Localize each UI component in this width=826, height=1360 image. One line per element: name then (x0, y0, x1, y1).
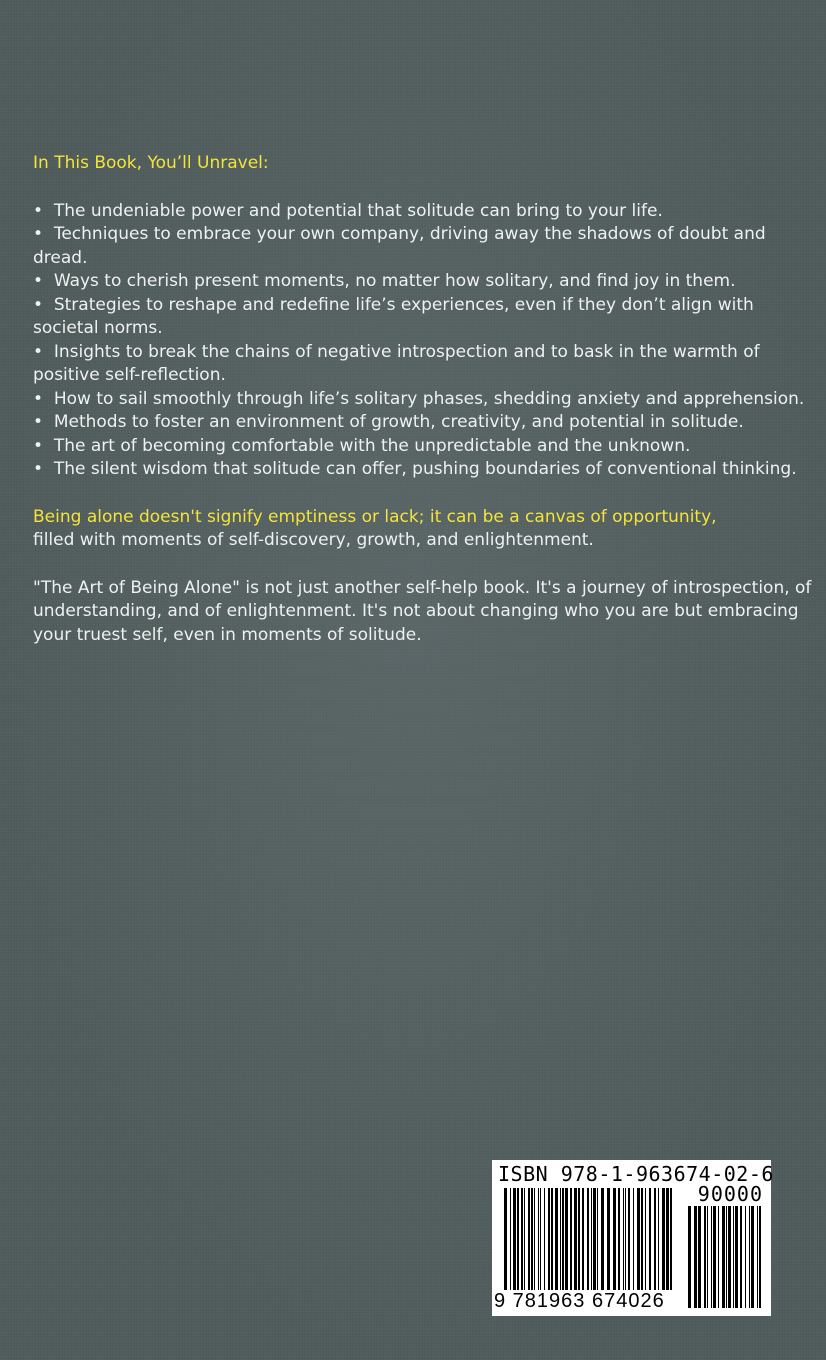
bullet-item: • Ways to cherish present moments, no matter how solitary, and find joy in them. (33, 270, 813, 294)
barcode-bar (510, 1188, 511, 1290)
barcode-bar (740, 1206, 742, 1308)
barcode-number: 9 781963 674026 (494, 1290, 665, 1312)
summary-paragraph (33, 506, 813, 553)
barcode-bar (574, 1188, 577, 1290)
barcode-bar (544, 1188, 545, 1290)
barcode-bar (597, 1188, 598, 1290)
barcode-bar (658, 1188, 659, 1290)
barcode-bar (728, 1206, 731, 1308)
barcode-bar (704, 1206, 706, 1308)
barcode-bar (625, 1188, 626, 1290)
barcode-bar (733, 1206, 734, 1308)
barcode-bar (548, 1188, 550, 1290)
barcode-bar (607, 1188, 610, 1290)
description-paragraph: "The Art of Being Alone" is not just another self-help book. It's a journey of introspection, of understanding, and of enlightenment. It's not about changing who you are but embracing your truest self, even in moments of solitude. (33, 577, 812, 645)
barcode-bar (735, 1206, 738, 1308)
isbn-barcode (492, 1160, 774, 1316)
barcode-bar (570, 1188, 572, 1290)
barcode-bar (618, 1188, 620, 1290)
barcode-bar (649, 1188, 651, 1290)
bullet-item: • The undeniable power and potential that solitude can bring to your life. (33, 200, 813, 224)
barcode-bar (749, 1206, 750, 1308)
barcode-bar (726, 1206, 727, 1308)
bullet-item: • Insights to break the chains of negative introspection and to bask in the warmth of positive self-reflection. (33, 341, 813, 388)
barcode-bar (534, 1188, 535, 1290)
barcode-bar (745, 1206, 746, 1308)
barcode-bar (662, 1188, 665, 1290)
barcode-bar (722, 1206, 725, 1308)
bullet-item: • The art of becoming comfortable with the unpredictable and the unknown. (33, 435, 813, 459)
barcode-bar (694, 1206, 697, 1308)
barcode-bar (565, 1188, 568, 1290)
barcode-bar (582, 1188, 584, 1290)
barcode-bar (641, 1188, 643, 1290)
barcode-bar (578, 1188, 580, 1290)
barcode-bar (504, 1188, 507, 1290)
barcode-bar (628, 1188, 630, 1290)
barcode-bar (751, 1206, 754, 1308)
barcode-bar (718, 1206, 719, 1308)
bullet-item: • The silent wisdom that solitude can offer, pushing boundaries of conventional thinking. (33, 458, 813, 482)
barcode-bar (538, 1188, 539, 1290)
barcode-bar (757, 1206, 758, 1308)
barcode-bar (601, 1188, 604, 1290)
barcode-bar (591, 1188, 592, 1290)
barcode-bar (637, 1188, 640, 1290)
bullet-item: • Strategies to reshape and redefine life’s experiences, even if they don’t align with societal norms. (33, 294, 813, 341)
bullet-item: • How to sail smoothly through life’s solitary phases, shedding anxiety and apprehension. (33, 388, 813, 412)
barcode-bar (666, 1188, 669, 1290)
barcode-bar (587, 1188, 589, 1290)
bullet-item: • Methods to foster an environment of growth, creativity, and potential in solitude. (33, 411, 813, 435)
barcode-bar (521, 1188, 523, 1290)
barcode-bar (555, 1188, 558, 1290)
barcode-bar (713, 1206, 716, 1308)
barcode-bar (759, 1206, 761, 1308)
barcode-bar (513, 1188, 516, 1290)
barcode-bar (645, 1188, 646, 1290)
barcode-bar (593, 1188, 596, 1290)
back-cover-text (33, 152, 813, 647)
isbn-label: ISBN 978-1-963674-02-6 (498, 1162, 774, 1186)
barcode-bar (524, 1188, 525, 1290)
barcode-bar (613, 1188, 616, 1290)
bullet-item: • Techniques to embrace your own company, driving away the shadows of doubt and dread. (33, 223, 813, 270)
barcode-bar (562, 1188, 564, 1290)
barcode-bar (698, 1206, 701, 1308)
price-code: 90000 (697, 1182, 763, 1206)
summary-continuation: filled with moments of self-discovery, growth, and enlightenment. (33, 530, 594, 550)
barcode-bar (688, 1206, 691, 1308)
barcode-bar (560, 1188, 561, 1290)
barcode-bar (633, 1188, 634, 1290)
barcode-bar (551, 1188, 553, 1290)
barcode-bar (517, 1188, 519, 1290)
barcode-bar (654, 1188, 656, 1290)
barcode-bar (623, 1188, 624, 1290)
barcode-bar (670, 1188, 672, 1290)
bullet-list (33, 200, 813, 482)
barcode-bar (711, 1206, 712, 1308)
barcode-bar (707, 1206, 708, 1308)
barcode-bar (540, 1188, 541, 1290)
section-heading: In This Book, You’ll Unravel: (33, 153, 269, 173)
barcode-bar (531, 1188, 533, 1290)
highlight-sentence: Being alone doesn't signify emptiness or lack; it can be a canvas of opportunity, (33, 506, 717, 527)
barcode-bar (528, 1188, 530, 1290)
